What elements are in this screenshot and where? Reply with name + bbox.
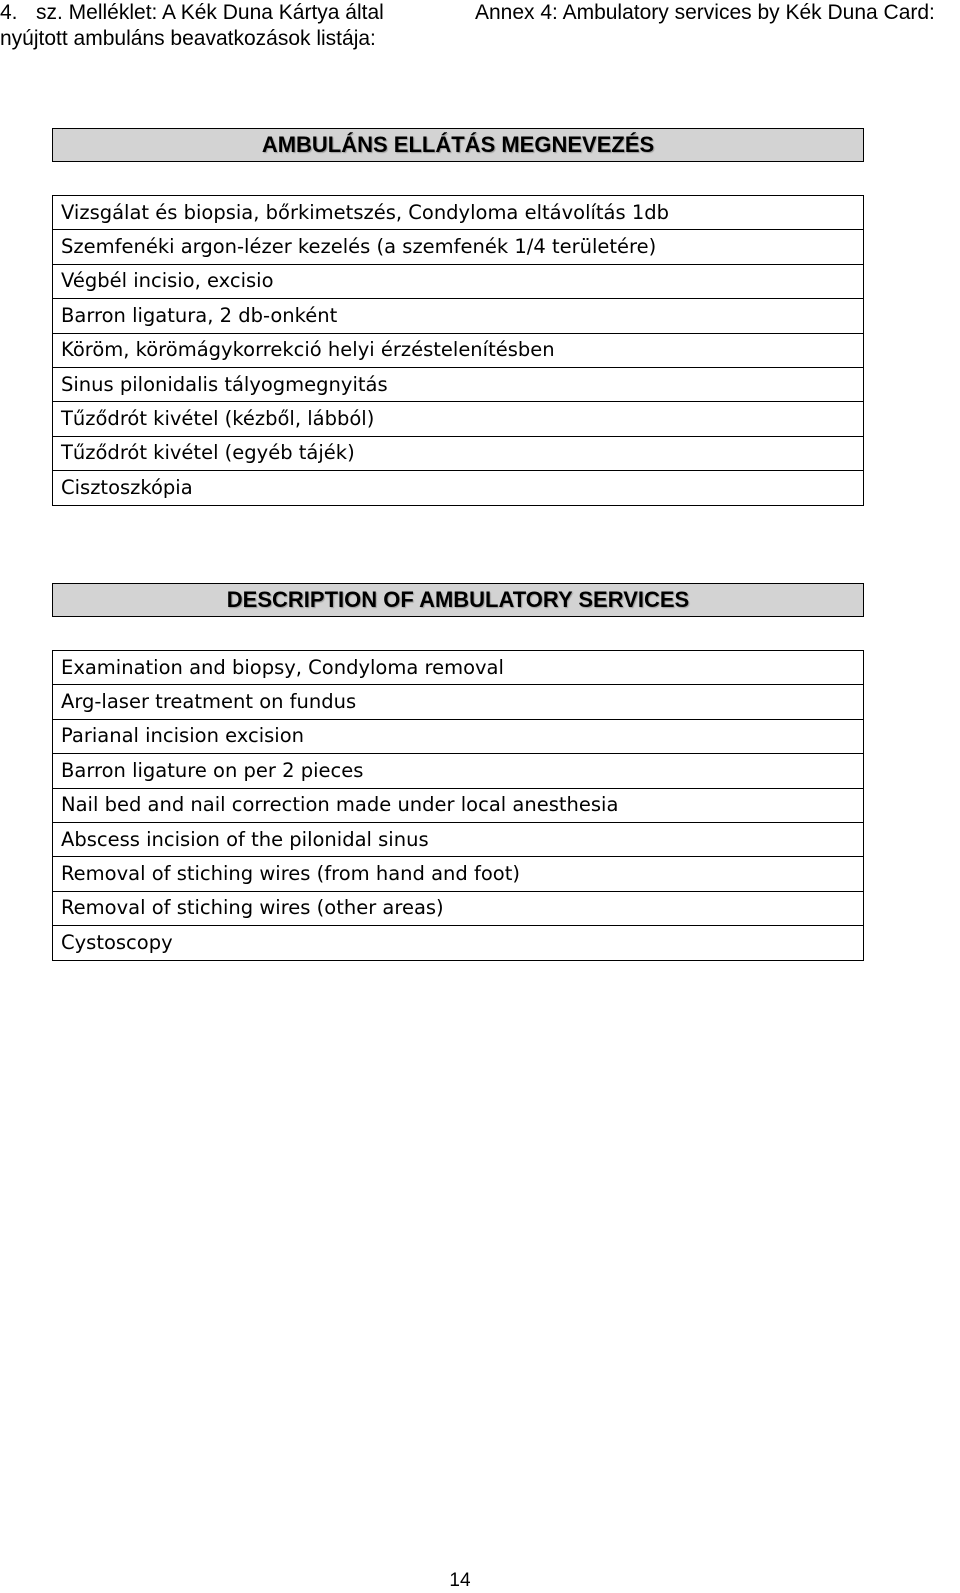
hungarian-heading-line-1: sz. Melléklet: A Kék Duna Kártya által — [36, 1, 384, 24]
service-cell: Cisztoszkópia — [53, 471, 864, 505]
service-cell: Tűződrót kivétel (egyéb tájék) — [53, 436, 864, 470]
table-row — [53, 264, 864, 298]
service-cell: Parianal incision excision — [53, 719, 864, 753]
table-row — [53, 685, 864, 719]
table-row — [53, 857, 864, 891]
service-cell: Szemfenéki argon-lézer kezelés (a szemfenék 1/4 területére) — [53, 230, 864, 264]
english-section-title: DESCRIPTION OF AMBULATORY SERVICES — [52, 583, 864, 617]
page-number: 14 — [449, 1570, 471, 1591]
english-services-table — [52, 650, 864, 961]
table-row — [53, 754, 864, 788]
hungarian-heading-line-2: nyújtott ambuláns beavatkozások listája: — [0, 27, 376, 50]
table-row — [53, 436, 864, 470]
table-row — [53, 719, 864, 753]
service-cell: Barron ligatura, 2 db-onként — [53, 299, 864, 333]
table-row — [53, 230, 864, 264]
service-cell: Removal of stiching wires (from hand and foot) — [53, 857, 864, 891]
table-row — [53, 196, 864, 230]
table-row — [53, 788, 864, 822]
hungarian-services-table — [52, 195, 864, 506]
service-cell: Abscess incision of the pilonidal sinus — [53, 822, 864, 856]
hungarian-section-title: AMBULÁNS ELLÁTÁS MEGNEVEZÉS — [52, 128, 864, 162]
table-row — [53, 471, 864, 505]
table-row — [53, 299, 864, 333]
service-cell: Removal of stiching wires (other areas) — [53, 891, 864, 925]
table-row — [53, 367, 864, 401]
table-row — [53, 926, 864, 960]
hungarian-annex-heading — [0, 0, 440, 52]
table-row — [53, 333, 864, 367]
table-row — [53, 651, 864, 685]
annex-number: 4. — [0, 1, 18, 24]
service-cell: Cystoscopy — [53, 926, 864, 960]
service-cell: Barron ligature on per 2 pieces — [53, 754, 864, 788]
service-cell: Nail bed and nail correction made under local anesthesia — [53, 788, 864, 822]
service-cell: Vizsgálat és biopsia, bőrkimetszés, Condyloma eltávolítás 1db — [53, 196, 864, 230]
english-annex-heading: Annex 4: Ambulatory services by Kék Duna Card: — [475, 1, 935, 24]
table-row — [53, 891, 864, 925]
service-cell: Tűződrót kivétel (kézből, lábból) — [53, 402, 864, 436]
service-cell: Sinus pilonidalis tályogmegnyitás — [53, 367, 864, 401]
service-cell: Köröm, körömágykorrekció helyi érzéstelenítésben — [53, 333, 864, 367]
table-row — [53, 822, 864, 856]
service-cell: Arg-laser treatment on fundus — [53, 685, 864, 719]
table-row — [53, 402, 864, 436]
service-cell: Examination and biopsy, Condyloma removal — [53, 651, 864, 685]
service-cell: Végbél incisio, excisio — [53, 264, 864, 298]
